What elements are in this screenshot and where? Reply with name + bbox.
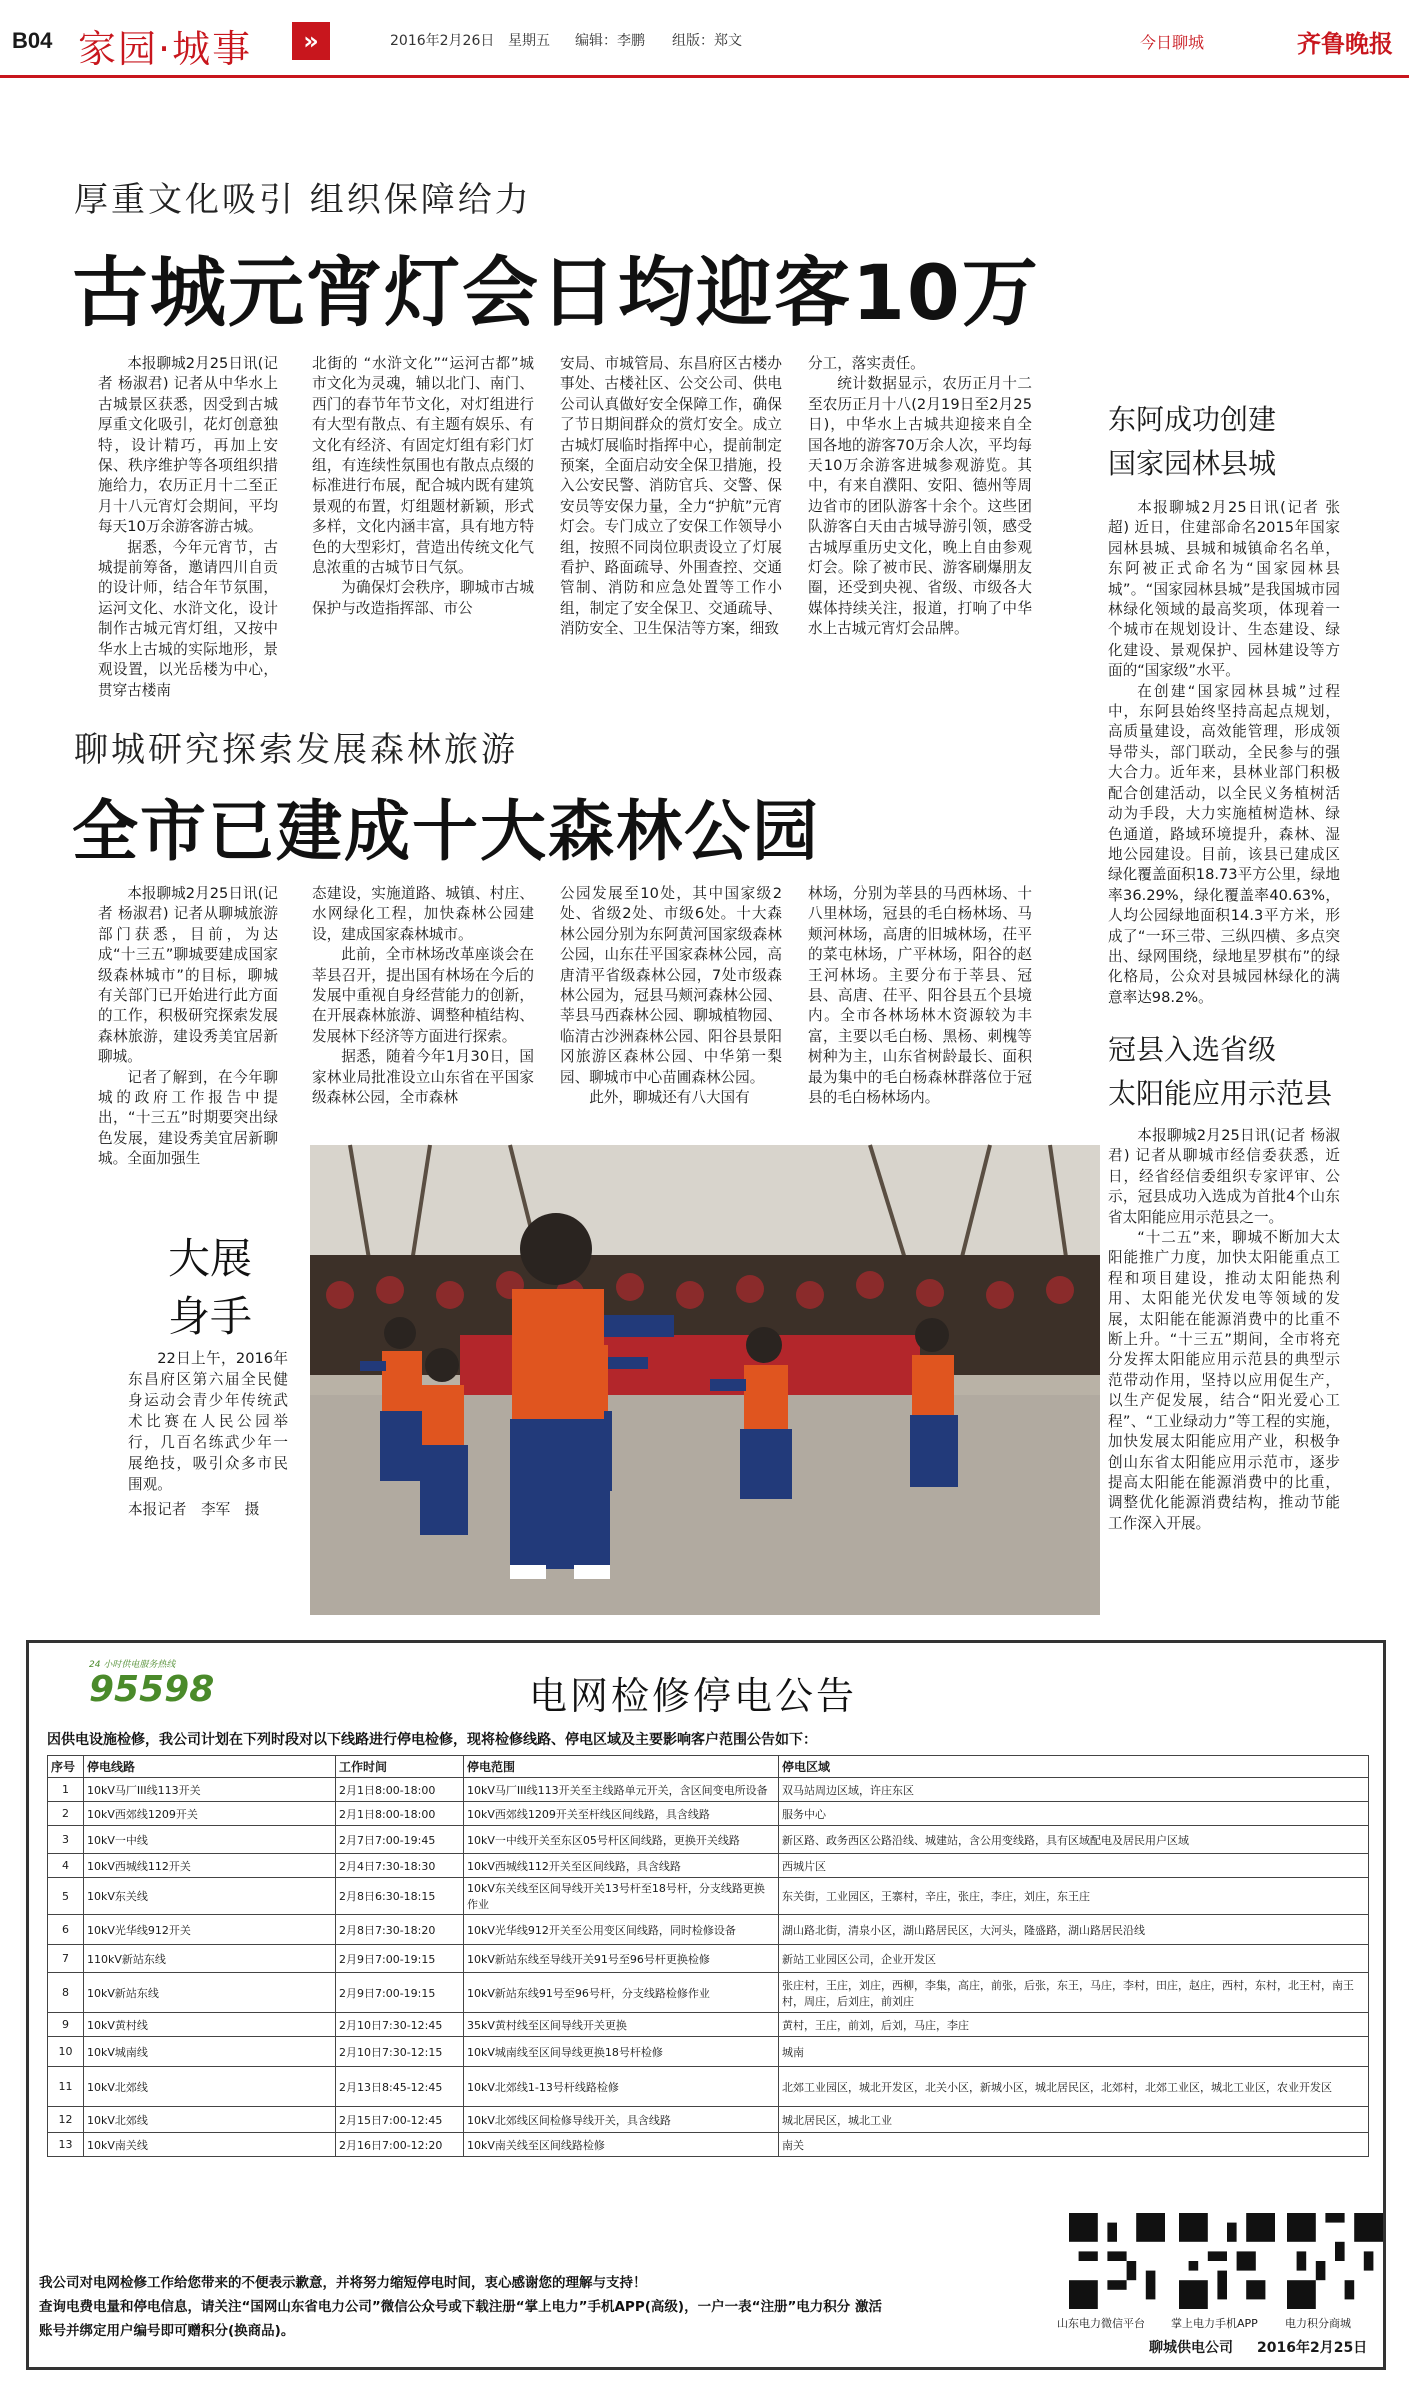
outage-cell: 2月8日6:30-18:15 bbox=[336, 1878, 464, 1915]
outage-table-row bbox=[48, 2133, 1369, 2157]
outage-cell: 8 bbox=[48, 1973, 84, 2013]
outage-cell: 6 bbox=[48, 1915, 84, 1945]
notice-title: 电网检修停电公告 bbox=[529, 1674, 858, 1718]
outage-cell: 东关街，工业园区，王寨村，辛庄，张庄，李庄，刘庄，东王庄 bbox=[779, 1878, 1369, 1915]
outage-cell: 10kV城南线 bbox=[84, 2037, 336, 2067]
article1-col1: 本报聊城2月25日讯(记者 杨淑君) 记者从中华水上古城景区获悉，因受到古城厚重文化吸引，花灯创意独特，设计精巧，再加上安保、秩序维护等各项组织措施给力，农历正月十二至正月十八元宵灯会期间，平均每天10万余游客游古城。 据悉，今年元宵节，古城提前筹备，邀请四川自贡的设计师，结合年节氛围，运河文化、水浒文化，设计制作古城元宵灯组，又按中华水上古城的实际地形，景观设置，以光岳楼为中心，贯穿古楼南 bbox=[98, 355, 278, 699]
outage-cell: 新站工业园区公司，企业开发区 bbox=[779, 1945, 1369, 1973]
photo-illustration bbox=[310, 1145, 1100, 1615]
outage-cell: 10kV北郊线 bbox=[84, 2107, 336, 2133]
outage-cell: 3 bbox=[48, 1826, 84, 1854]
notice-signer: 聊城供电公司 bbox=[1149, 2340, 1233, 2356]
section-title: 家园·城事 bbox=[78, 27, 253, 71]
side2-title: 冠县入选省级 太阳能应用示范县 bbox=[1108, 1033, 1333, 1110]
outage-table-row bbox=[48, 1778, 1369, 1802]
outage-cell: 10kV一中线 bbox=[84, 1826, 336, 1854]
article2-headline: 全市已建成十大森林公园 bbox=[72, 793, 820, 870]
outage-cell: 10 bbox=[48, 2037, 84, 2067]
outage-cell: 10kV城南线至区间导线更换18号杆检修 bbox=[464, 2037, 779, 2067]
outage-cell: 10kV马厂III线113开关 bbox=[84, 1778, 336, 1802]
outage-cell: 10kV新站东线至导线开关91号至96号杆更换检修 bbox=[464, 1945, 779, 1973]
outage-cell: 10kV马厂III线113开关至主线路单元开关，含区间变电所设备 bbox=[464, 1778, 779, 1802]
notice-footnote-3: 账号并绑定用户编号即可赠积分(换商品)。 bbox=[39, 2323, 295, 2339]
section-arrow-icon: » bbox=[292, 22, 330, 60]
article2-col2: 态建设，实施道路、城镇、村庄、水网绿化工程，加快森林公园建设，建成国家森林城市。 此前，全市林场改革座谈会在莘县召开，提出国有林场在今后的发展中重视自身经营能力的创新，在开展森林旅游、调整种植结构、发展林下经济等方面进行探索。 据悉，随着今年1月30日，国家林业局批准设立山东省在平国家级森林公园，全市森林 bbox=[312, 885, 534, 1107]
notice-sign-date: 2016年2月25日 bbox=[1257, 2340, 1368, 2356]
qr-code-app-icon bbox=[1179, 2213, 1275, 2309]
article2-col3: 公园发展至10处，其中国家级2处、省级2处、市级6处。十大森林公园分别为东阿黄河国家级森林公园，山东茌平国家森林公园，高唐清平省级森林公园，7处市级森林公园为，冠县马颊河森林公园、莘县马西森林公园、聊城植物园、临清古沙洲森林公园、阳谷县景阳冈旅游区森林公园、中华第一梨园、聊城市中心苗圃森林公园。 此外，聊城还有八大国有 bbox=[560, 885, 782, 1107]
outage-table-row bbox=[48, 1878, 1369, 1915]
article1-col2: 北街的 “水浒文化”“运河古都”城市文化为灵魂，辅以北门、南门、西门的春节年节文化，对灯组进行有大型有散点、有主题有娱乐、有文化有经济、有固定灯组有彩门灯组，有连续性氛围也有散点点缀的标准进行布展，配合城内既有建筑景观的布置，灯组题材新颖，形式多样，文化内涵丰富，具有地方特色的大型彩灯，营造出传统文化气息浓重的古城节日气氛。 为确保灯会秩序，聊城市古城保护与改造指挥部、市公 bbox=[312, 355, 534, 617]
outage-cell: 7 bbox=[48, 1945, 84, 1973]
qr-label-app: 掌上电力手机APP bbox=[1171, 2317, 1258, 2330]
article2-col4: 林场，分别为莘县的马西林场、十八里林场，冠县的毛白杨林场、马颊河林场，高唐的旧城林场，茌平的菜屯林场，广平林场，阳谷的赵王河林场。主要分布于莘县、冠县、高唐、茌平、阳谷县五个县境内。全市各林场林木资源较为丰富，主要以毛白杨、黑杨、刺槐等树种为主，山东省树龄最长、面积最为集中的毛白杨森林群落位于冠县的毛白杨林场内。 bbox=[808, 885, 1032, 1107]
outage-cell: 10kV新站东线 bbox=[84, 1973, 336, 2013]
outage-cell: 2月15日7:00-12:45 bbox=[336, 2107, 464, 2133]
brand-small: 今日聊城 bbox=[1139, 33, 1204, 52]
article1-kicker: 厚重文化吸引 组织保障给力 bbox=[74, 180, 532, 220]
article1-col4: 分工，落实责任。 统计数据显示，农历正月十二至农历正月十八(2月19日至2月25日)，中华水上古城共迎接来自全国各地的游客70万余人次，平均每天10万余游客进城参观游览。其中，有来自濮阳、安阳、德州等周边省市的团队游客十余个。这些团队游客白天由古城导游引领，感受古城厚重历史文化，晚上自由参观灯会。除了被市民、游客刷爆朋友圈，还受到央视、省级、市级各大媒体持续关注，报道，打响了中华水上古城元宵灯会品牌。 bbox=[808, 355, 1032, 638]
outage-cell: 2月13日8:45-12:45 bbox=[336, 2067, 464, 2107]
outage-cell: 2月1日8:00-18:00 bbox=[336, 1778, 464, 1802]
qr-label-mall: 电力积分商城 bbox=[1285, 2317, 1351, 2330]
outage-cell: 张庄村，王庄，刘庄，西柳，李集，高庄，前张，后张，东王，马庄，李村，田庄，赵庄，西村，东村，北王村，南王村，周庄，后刘庄，前刘庄 bbox=[779, 1973, 1369, 2013]
qr-code-wechat-icon bbox=[1069, 2213, 1165, 2309]
outage-table-row bbox=[48, 1826, 1369, 1854]
outage-cell: 服务中心 bbox=[779, 1802, 1369, 1826]
outage-table-row bbox=[48, 2037, 1369, 2067]
side2-body: 本报聊城2月25日讯(记者 杨淑君) 记者从聊城市经信委获悉，近日，经省经信委组织专家评审、公示，冠县成功入选成为首批4个山东省太阳能应用示范县之一。 “十二五”来，聊城不断加大太阳能推广力度，加快太阳能重点工程和项目建设，推动太阳能热利用、太阳能光伏发电等领域的发展，太阳能在能源消费中的比重不断上升。“十三五”期间，全市将充分发挥太阳能应用示范县的典型示范带动作用，坚持以应用促生产，以生产促发展，结合“阳光爱心工程”、“工业绿动力”等工程的实施，加快发展太阳能应用产业，积极争创山东省太阳能应用示范市，逐步提高太阳能在能源消费中的比重，调整优化能源消费结构，推动节能工作深入开展。 bbox=[1108, 1127, 1340, 1532]
outage-cell: 11 bbox=[48, 2067, 84, 2107]
outage-cell: 4 bbox=[48, 1854, 84, 1878]
outage-cell: 10kV西城线112开关 bbox=[84, 1854, 336, 1878]
outage-cell: 10kV黄村线 bbox=[84, 2013, 336, 2037]
outage-cell: 双马站周边区域，许庄东区 bbox=[779, 1778, 1369, 1802]
page-header bbox=[0, 0, 1409, 78]
outage-cell: 10kV一中线开关至东区05号杆区间线路，更换开关线路 bbox=[464, 1826, 779, 1854]
outage-cell: 5 bbox=[48, 1878, 84, 1915]
outage-cell: 10kV南关线至区间线路检修 bbox=[464, 2133, 779, 2157]
outage-cell: 10kV北郊线 bbox=[84, 2067, 336, 2107]
outage-cell: 2月9日7:00-19:15 bbox=[336, 1973, 464, 2013]
photo-caption-title: 大展 身手 bbox=[167, 1234, 252, 1341]
power-outage-notice bbox=[26, 1640, 1386, 2370]
outage-table bbox=[47, 1755, 1369, 2157]
outage-cell: 10kV西郊线1209开关至杆线区间线路，具含线路 bbox=[464, 1802, 779, 1826]
article2-kicker: 聊城研究探索发展森林旅游 bbox=[74, 730, 518, 770]
outage-cell: 城南 bbox=[779, 2037, 1369, 2067]
outage-cell: 2月8日7:30-18:20 bbox=[336, 1915, 464, 1945]
outage-cell: 1 bbox=[48, 1778, 84, 1802]
photo-caption-text: 22日上午，2016年东昌府区第六届全民健身运动会青少年传统武术比赛在人民公园举行，几百名练武少年一展绝技，吸引众多市民围观。 本报记者 李军 摄 bbox=[128, 1350, 288, 1518]
outage-cell: 2月10日7:30-12:45 bbox=[336, 2013, 464, 2037]
issue-weekday: 星期五 bbox=[508, 33, 550, 49]
outage-cell: 2月9日7:00-19:15 bbox=[336, 1945, 464, 1973]
martial-arts-photo bbox=[310, 1145, 1100, 1615]
outage-cell: 南关 bbox=[779, 2133, 1369, 2157]
outage-cell: 黄村，王庄，前刘，后刘，马庄，李庄 bbox=[779, 2013, 1369, 2037]
side1-title: 东阿成功创建 国家园林县城 bbox=[1108, 403, 1277, 480]
notice-footnote-1: 我公司对电网检修工作给您带来的不便表示歉意，并将努力缩短停电时间，衷心感谢您的理解与支持！ bbox=[39, 2275, 647, 2291]
outage-table-row bbox=[48, 1945, 1369, 1973]
outage-cell: 西城片区 bbox=[779, 1854, 1369, 1878]
notice-footnote-2: 查询电费电量和停电信息，请关注“国网山东省电力公司”微信公众号或下载注册“掌上电力”手机APP(高级)，一户一表“注册”电力积分 激活 bbox=[39, 2299, 883, 2315]
page-code: B04 bbox=[12, 28, 53, 53]
qr-label-wechat: 山东电力微信平台 bbox=[1057, 2317, 1145, 2330]
hotline-logo: 24 小时供电服务热线 95598 bbox=[89, 1660, 215, 1710]
editor: 编辑：李鹏 bbox=[575, 33, 645, 49]
outage-cell: 9 bbox=[48, 2013, 84, 2037]
outage-cell: 2月16日7:00-12:20 bbox=[336, 2133, 464, 2157]
outage-table-row bbox=[48, 1802, 1369, 1826]
outage-cell: 2月7日7:00-19:45 bbox=[336, 1826, 464, 1854]
outage-cell: 2月10日7:30-12:15 bbox=[336, 2037, 464, 2067]
outage-cell: 10kV新站东线91号至96号杆，分支线路检修作业 bbox=[464, 1973, 779, 2013]
outage-cell: 2 bbox=[48, 1802, 84, 1826]
qr-code-mall-icon bbox=[1287, 2213, 1383, 2309]
outage-cell: 10kV西城线112开关至区间线路，具含线路 bbox=[464, 1854, 779, 1878]
outage-cell: 10kV北郊线区间检修导线开关，具含线路 bbox=[464, 2107, 779, 2133]
outage-cell: 10kV南关线 bbox=[84, 2133, 336, 2157]
outage-cell: 城北居民区，城北工业 bbox=[779, 2107, 1369, 2133]
outage-cell: 12 bbox=[48, 2107, 84, 2133]
article1-headline: 古城元宵灯会日均迎客10万 bbox=[72, 248, 1040, 337]
outage-table-row bbox=[48, 1854, 1369, 1878]
outage-cell: 13 bbox=[48, 2133, 84, 2157]
outage-cell: 2月4日7:30-18:30 bbox=[336, 1854, 464, 1878]
outage-table-header: 序号 停电线路 工作时间 停电范围 停电区域 bbox=[48, 1756, 1369, 1778]
outage-table-row bbox=[48, 1915, 1369, 1945]
newspaper-brand: 齐鲁晚报 bbox=[1297, 30, 1393, 58]
outage-table-row bbox=[48, 2013, 1369, 2037]
notice-intro: 因供电设施检修，我公司计划在下列时段对以下线路进行停电检修，现将检修线路、停电区域及主要影响客户范围公告如下： bbox=[47, 1732, 817, 1748]
outage-cell: 北郊工业园区，城北开发区，北关小区，新城小区，城北居民区，北郊村，北郊工业区，城北工业区，农业开发区 bbox=[779, 2067, 1369, 2107]
outage-cell: 新区路、政务西区公路沿线、城建站，含公用变线路，具有区域配电及居民用户区域 bbox=[779, 1826, 1369, 1854]
outage-table-row bbox=[48, 1973, 1369, 2013]
outage-cell: 10kV光华线912开关至公用变区间线路，同时检修设备 bbox=[464, 1915, 779, 1945]
outage-cell: 10kV北郊线1-13号杆线路检修 bbox=[464, 2067, 779, 2107]
layout-editor: 组版：郑文 bbox=[672, 33, 742, 49]
outage-cell: 35kV黄村线至区间导线开关更换 bbox=[464, 2013, 779, 2037]
outage-cell: 110kV新站东线 bbox=[84, 1945, 336, 1973]
article2-col1: 本报聊城2月25日讯(记者 杨淑君) 记者从聊城旅游部门获悉，目前，为达成“十三五”聊城要建成国家级森林城市”的目标，聊城有关部门已开始进行此方面的工作，积极研究探索发展森林旅游，建设秀美宜居新聊城。 记者了解到，在今年聊城的政府工作报告中提出，“十三五”时期要突出绿色发展，建设秀美宜居新聊城。全面加强生 bbox=[98, 885, 278, 1168]
outage-table-row bbox=[48, 2067, 1369, 2107]
outage-cell: 10kV西郊线1209开关 bbox=[84, 1802, 336, 1826]
outage-cell: 10kV光华线912开关 bbox=[84, 1915, 336, 1945]
side1-body: 本报聊城2月25日讯(记者 张超) 近日，住建部命名2015年国家园林县城、县城和城镇命名名单，东阿被正式命名为“国家园林县城”。“国家园林县城”是我国城市园林绿化领域的最高奖项，体现着一个城市在规划设计、生态建设、绿化建设、景观保护、园林建设等方面的“国家级”水平。 在创建“国家园林县城”过程中，东阿县始终坚持高起点规划，高质量建设，高效能管理，形成领导带头，部门联动，全民参与的强大合力。近年来，县林业部门积极配合创建活动，以全民义务植树活动为手段，大力实施植树造林、绿色通道，路域环境提升，森林、湿地公园建设。目前，该县已建成区绿化覆盖面积18.73平方公里，绿地率36.29%，绿化覆盖率40.63%，人均公园绿地面积14.3平方米，形成了“一环三带、三纵四横、多点突出、绿网围绕，绿地星罗棋布”的绿化格局，公众对县城园林绿化的满意率达98.2%。 bbox=[1108, 499, 1340, 1006]
outage-cell: 10kV东关线至区间导线开关13号杆至18号杆，分支线路更换作业 bbox=[464, 1878, 779, 1915]
article1-col3: 安局、市城管局、东昌府区古楼办事处、古楼社区、公交公司、供电公司认真做好安全保障工作，确保了节日期间群众的赏灯安全。成立古城灯展临时指挥中心，提前制定预案，全面启动安全保卫措施，投入公安民警、消防官兵、交警、保安员等安保力量，全力“护航”元宵灯会。专门成立了安保工作领导小组，按照不同岗位职责设立了灯展看护、路面疏导、外围查控、交通管制、消防和应急处置等工作小组，制定了安全保卫、交通疏导、消防安全、卫生保洁等方案，细致 bbox=[560, 355, 782, 638]
issue-date: 2016年2月26日 bbox=[390, 33, 495, 49]
outage-cell: 2月1日8:00-18:00 bbox=[336, 1802, 464, 1826]
outage-cell: 湖山路北街，清泉小区，湖山路居民区，大河头，隆盛路，湖山路居民沿线 bbox=[779, 1915, 1369, 1945]
outage-cell: 10kV东关线 bbox=[84, 1878, 336, 1915]
outage-table-row bbox=[48, 2107, 1369, 2133]
